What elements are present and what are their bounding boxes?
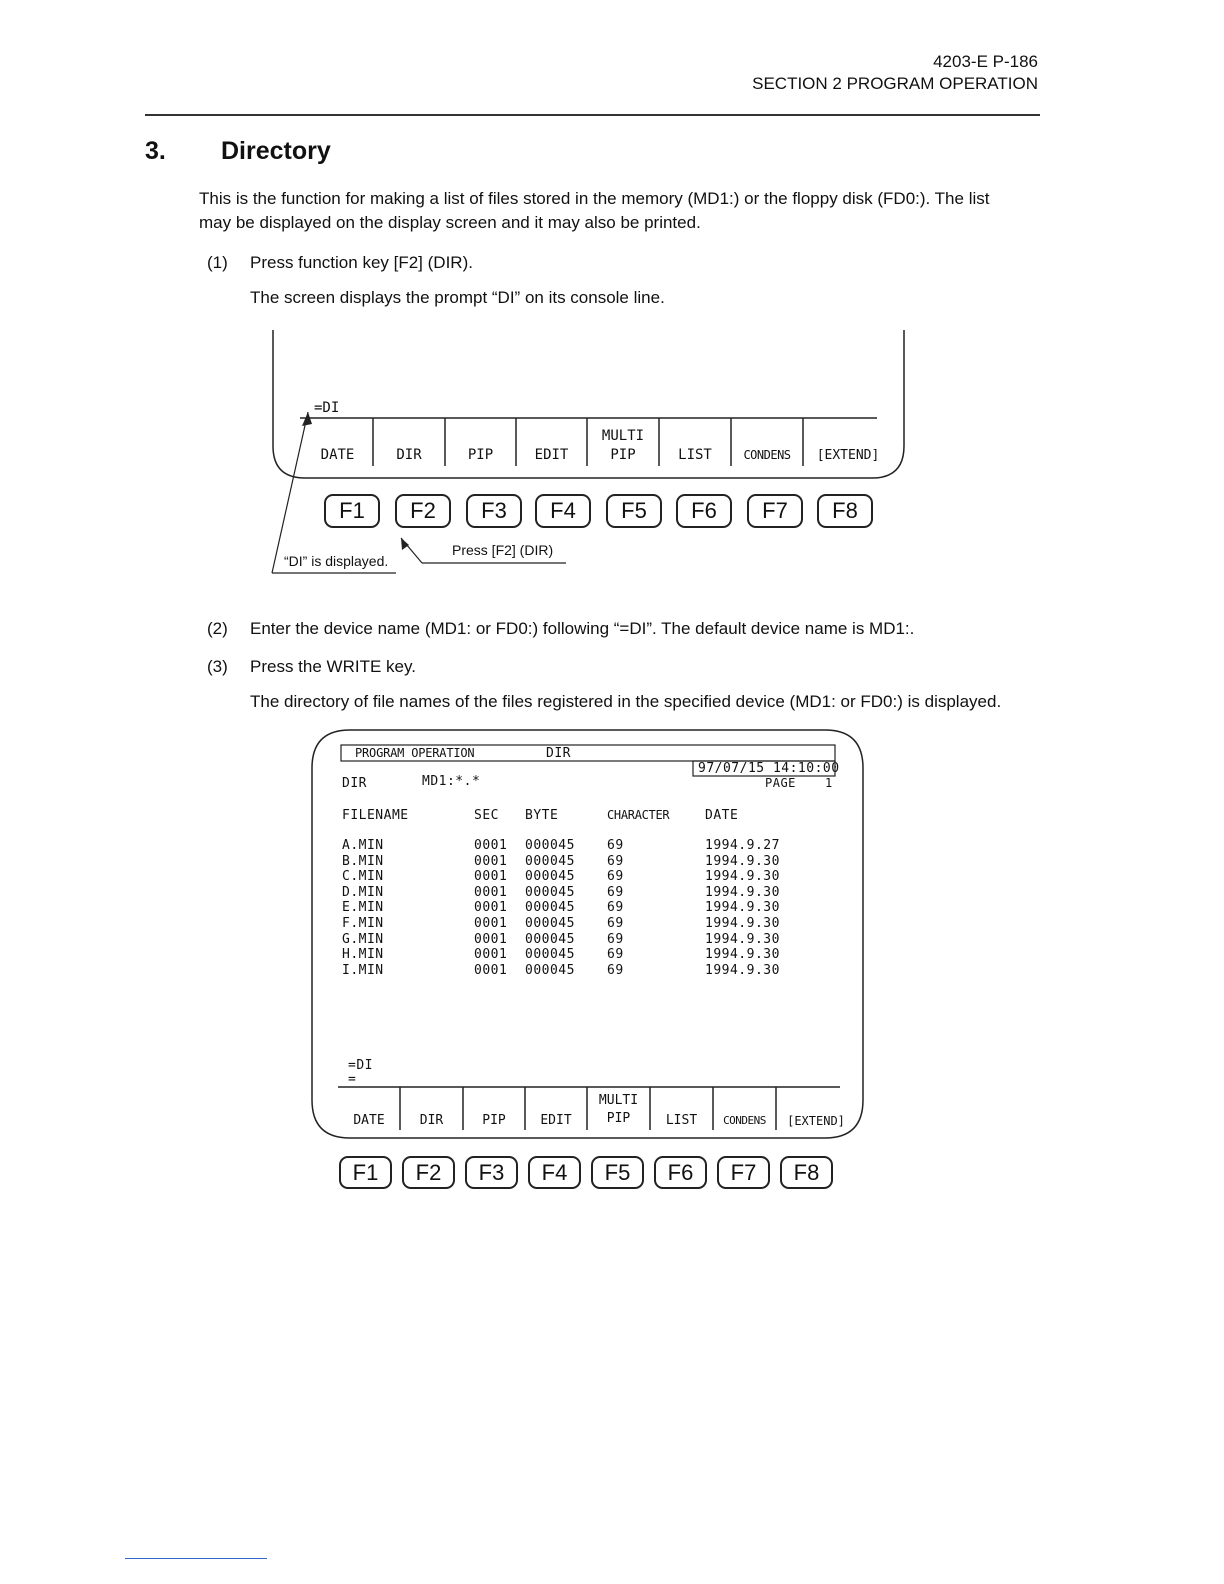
figure-1	[260, 328, 920, 578]
page-label: PAGE	[765, 776, 796, 790]
f5-key[interactable]: F5	[591, 1156, 644, 1189]
file-date: 1994.9.30	[705, 916, 780, 931]
file-byte: 000045	[525, 869, 575, 885]
file-character: 69	[607, 869, 624, 885]
step-1-text: Press function key [F2] (DIR).	[250, 253, 473, 272]
f8-key[interactable]: F8	[817, 494, 873, 528]
soft-key-label-8: [EXTEND]	[816, 448, 880, 463]
section-title: Directory	[221, 137, 331, 165]
file-date: 1994.9.30	[705, 869, 780, 885]
file-sec: 0001	[474, 962, 508, 978]
f1-key[interactable]: F1	[324, 494, 380, 528]
file-name: D.MIN	[342, 884, 384, 900]
file-sec: 0001	[474, 838, 508, 853]
screen-title: PROGRAM OPERATION	[355, 746, 475, 760]
file-byte: 000045	[525, 931, 575, 947]
doc-id: 4203-E P-186	[933, 52, 1038, 71]
section-label: SECTION 2 PROGRAM OPERATION	[752, 74, 1038, 93]
col-date: DATE	[705, 808, 739, 823]
file-byte: 000045	[525, 962, 575, 978]
soft-key-label-6: LIST	[678, 447, 712, 463]
f4-key[interactable]: F4	[535, 494, 591, 528]
f3-key[interactable]: F3	[465, 1156, 518, 1189]
file-sec: 0001	[474, 931, 508, 947]
col-byte: BYTE	[525, 808, 559, 823]
file-sec: 0001	[474, 869, 508, 885]
figure-2	[310, 728, 870, 1198]
f4-key[interactable]: F4	[528, 1156, 581, 1189]
f6-key[interactable]: F6	[654, 1156, 707, 1189]
file-date: 1994.9.30	[705, 900, 780, 916]
step-2-number: (2)	[207, 619, 228, 638]
file-byte: 000045	[525, 884, 575, 900]
file-name: A.MIN	[342, 838, 384, 853]
step-3-number: (3)	[207, 657, 228, 676]
file-sec: 0001	[474, 853, 508, 869]
soft-key-label-6: LIST	[665, 1113, 698, 1128]
f8-key[interactable]: F8	[780, 1156, 833, 1189]
f5-key[interactable]: F5	[606, 494, 662, 528]
col-sec: SEC	[474, 808, 499, 823]
file-character: 69	[607, 947, 624, 963]
intro-line-2: may be displayed on the display screen and it may also be printed.	[199, 213, 701, 232]
soft-key-label-1: DATE	[353, 1113, 385, 1128]
f1-key[interactable]: F1	[339, 1156, 392, 1189]
soft-key-label-2: DIR	[396, 447, 422, 463]
console-cursor[interactable]: =	[348, 1072, 357, 1087]
f6-key[interactable]: F6	[676, 494, 732, 528]
table-row[interactable]	[310, 916, 870, 932]
dir-path: MD1:*.*	[422, 774, 481, 789]
col-filename: FILENAME	[342, 808, 409, 823]
file-byte: 000045	[525, 853, 575, 869]
step-1-sub: The screen displays the prompt “DI” on its console line.	[250, 288, 665, 307]
table-row[interactable]	[310, 947, 870, 963]
file-name: I.MIN	[342, 962, 384, 978]
file-character: 69	[607, 916, 624, 931]
file-character: 69	[607, 884, 624, 900]
table-row[interactable]	[310, 900, 870, 916]
soft-key-label-3: PIP	[482, 1113, 506, 1128]
soft-key-label-4: EDIT	[540, 1113, 572, 1128]
step-1-number: (1)	[207, 253, 228, 272]
soft-key-label-5: MULTI PIP	[601, 428, 645, 463]
file-byte: 000045	[525, 916, 575, 931]
col-character: CHARACTER	[607, 808, 670, 822]
intro-line-1: This is the function for making a list of files stored in the memory (MD1:) or the floppy disk (FD0:). The list	[199, 189, 990, 208]
f7-key[interactable]: F7	[717, 1156, 770, 1189]
callout-press-f2: Press [F2] (DIR)	[452, 542, 554, 558]
header-rule	[145, 114, 1040, 116]
file-date: 1994.9.30	[705, 884, 780, 900]
screen-datetime: 97/07/15 14:10:00	[698, 761, 840, 776]
file-name: E.MIN	[342, 900, 384, 916]
soft-key-label-7: CONDENS	[723, 1114, 766, 1127]
table-row[interactable]	[310, 963, 870, 979]
file-name: H.MIN	[342, 947, 384, 963]
console-prompt: =DI	[348, 1058, 373, 1073]
file-sec: 0001	[474, 900, 508, 916]
file-sec: 0001	[474, 916, 508, 931]
f7-key[interactable]: F7	[747, 494, 803, 528]
file-name: F.MIN	[342, 916, 384, 931]
file-sec: 0001	[474, 947, 508, 963]
file-sec: 0001	[474, 884, 508, 900]
page-number: 1	[825, 776, 833, 790]
table-row[interactable]	[310, 885, 870, 901]
step-3-text: Press the WRITE key.	[250, 657, 416, 676]
f2-key[interactable]: F2	[402, 1156, 455, 1189]
soft-key-label-4: EDIT	[534, 447, 569, 463]
soft-key-label-8: [EXTEND]	[787, 1114, 845, 1128]
file-byte: 000045	[525, 947, 575, 963]
file-byte: 000045	[525, 900, 575, 916]
soft-key-label-5: MULTI PIP	[598, 1093, 639, 1126]
f3-key[interactable]: F3	[466, 494, 522, 528]
file-date: 1994.9.30	[705, 947, 780, 963]
footer-rule	[125, 1558, 267, 1559]
screen-mode: DIR	[546, 746, 571, 761]
table-row[interactable]	[310, 869, 870, 885]
file-name: B.MIN	[342, 853, 384, 869]
step-2-text: Enter the device name (MD1: or FD0:) following “=DI”. The default device name is MD1:.	[250, 619, 915, 638]
callout-di-displayed: “DI” is displayed.	[284, 553, 389, 569]
file-character: 69	[607, 900, 624, 916]
file-table	[310, 838, 870, 983]
table-row[interactable]	[310, 854, 870, 870]
section-number: 3.	[145, 137, 166, 165]
figure-1-prompt: =DI	[314, 400, 340, 416]
soft-key-label-2: DIR	[419, 1113, 444, 1128]
table-row[interactable]	[310, 932, 870, 948]
soft-key-label-3: PIP	[467, 447, 494, 463]
file-character: 69	[607, 931, 624, 947]
dir-label: DIR	[342, 776, 367, 791]
soft-key-label-7: CONDENS	[743, 448, 791, 462]
file-name: C.MIN	[342, 869, 384, 885]
f2-key[interactable]: F2	[395, 494, 451, 528]
soft-key-label-1: DATE	[320, 447, 355, 463]
step-3-sub: The directory of file names of the files registered in the specified device (MD1: or FD0:) is displayed.	[250, 692, 1002, 711]
file-date: 1994.9.30	[705, 853, 780, 869]
file-date: 1994.9.30	[705, 931, 780, 947]
file-character: 69	[607, 853, 624, 869]
file-character: 69	[607, 838, 624, 853]
file-name: G.MIN	[342, 931, 384, 947]
file-date: 1994.9.27	[705, 838, 780, 853]
table-row[interactable]	[310, 838, 870, 854]
intro-paragraph	[199, 187, 1059, 235]
file-date: 1994.9.30	[705, 962, 780, 978]
file-character: 69	[607, 962, 624, 978]
file-byte: 000045	[525, 838, 575, 853]
